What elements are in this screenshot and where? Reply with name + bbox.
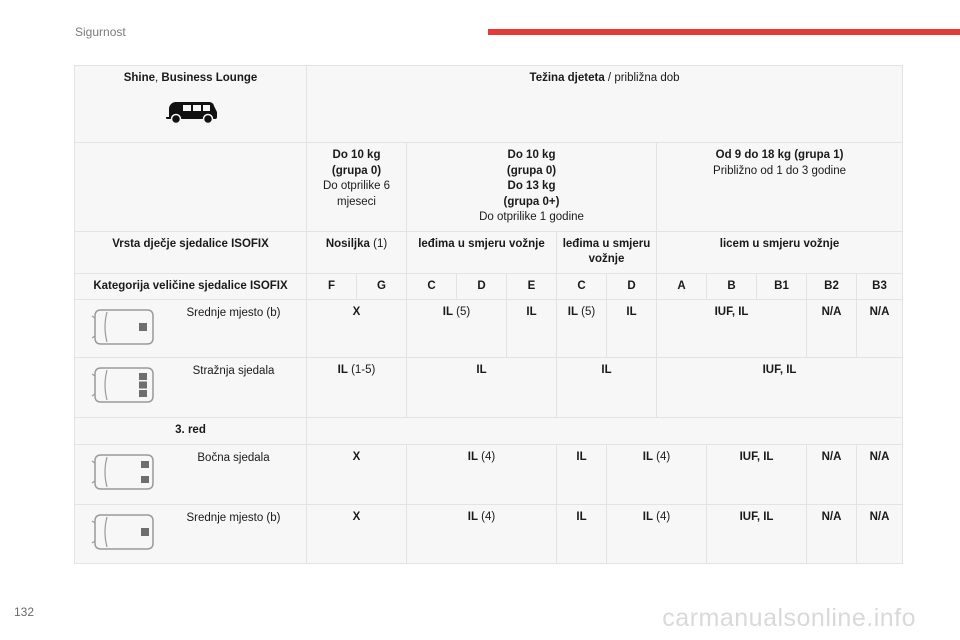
isofix-table [74, 65, 903, 564]
size-class: F [307, 273, 357, 300]
weight-groups-row [75, 143, 903, 232]
seat-position-cell: Srednje mjesto (b) [75, 504, 307, 563]
third-row-label: 3. red [75, 418, 307, 445]
type-ledima-1: leđima u smjeru vožnje [407, 231, 557, 273]
table-row: Srednje mjesto (b) X IL (5) IL IL (5) IL IUF, IL N/A N/A [75, 300, 903, 358]
size-class: B2 [807, 273, 857, 300]
type-ledima-2: leđima u smjeru vožnje [557, 231, 657, 273]
size-class: B [707, 273, 757, 300]
size-class: G [357, 273, 407, 300]
table-row: Stražnja sjedala IL (1-5) IL IL IUF, IL [75, 358, 903, 418]
size-class: B3 [857, 273, 903, 300]
page-number: 132 [14, 605, 35, 619]
empty-cell [75, 143, 307, 232]
type-nosiljka: Nosiljka (1) [307, 231, 407, 273]
group-0plus-cell: Do 10 kg (grupa 0) Do 13 kg (grupa 0+) Do otprilike 1 godine [407, 143, 657, 232]
table-header-row [75, 66, 903, 143]
car-top-third-row-middle-icon [91, 511, 157, 553]
model-shine: Shine [123, 72, 156, 84]
size-class: C [557, 273, 607, 300]
table-row: Srednje mjesto (b) X IL (4) IL IL (4) IUF, IL N/A N/A [75, 504, 903, 563]
size-class: D [607, 273, 657, 300]
seat-type-label: Vrsta dječje sjedalice ISOFIX [75, 231, 307, 273]
size-class: B1 [757, 273, 807, 300]
group-1-cell: Od 9 do 18 kg (grupa 1) Približno od 1 do 3 godine [657, 143, 903, 232]
table-row: Bočna sjedala X IL (4) IL IL (4) IUF, IL N/A N/A [75, 444, 903, 504]
weight-header-cell: Težina djeteta / približna dob [307, 66, 903, 143]
van-side-icon [163, 99, 219, 125]
models-cell: Shine, Business Lounge [75, 66, 307, 143]
header-accent-bar [488, 29, 960, 35]
size-class: E [507, 273, 557, 300]
seat-position-cell: Bočna sjedala [75, 444, 307, 504]
watermark: carmanualsonline.info [662, 604, 916, 632]
model-business-lounge: Business Lounge [161, 72, 258, 84]
car-top-middle-seat-icon [91, 306, 157, 348]
seat-position-cell: Srednje mjesto (b) [75, 300, 307, 358]
size-class: A [657, 273, 707, 300]
size-class: D [457, 273, 507, 300]
size-class: C [407, 273, 457, 300]
car-top-side-seats-icon [91, 451, 157, 493]
type-licem: licem u smjeru vožnje [657, 231, 903, 273]
table-row [75, 418, 903, 445]
group-0-cell: Do 10 kg (grupa 0) Do otprilike 6 mjeseci [307, 143, 407, 232]
size-category-label: Kategorija veličine sjedalice ISOFIX [75, 273, 307, 300]
section-title: Sigurnost [75, 25, 126, 39]
car-top-rear-seats-icon [91, 364, 157, 406]
size-category-row [75, 273, 903, 300]
seat-type-row [75, 231, 903, 273]
seat-position-cell: Stražnja sjedala [75, 358, 307, 418]
